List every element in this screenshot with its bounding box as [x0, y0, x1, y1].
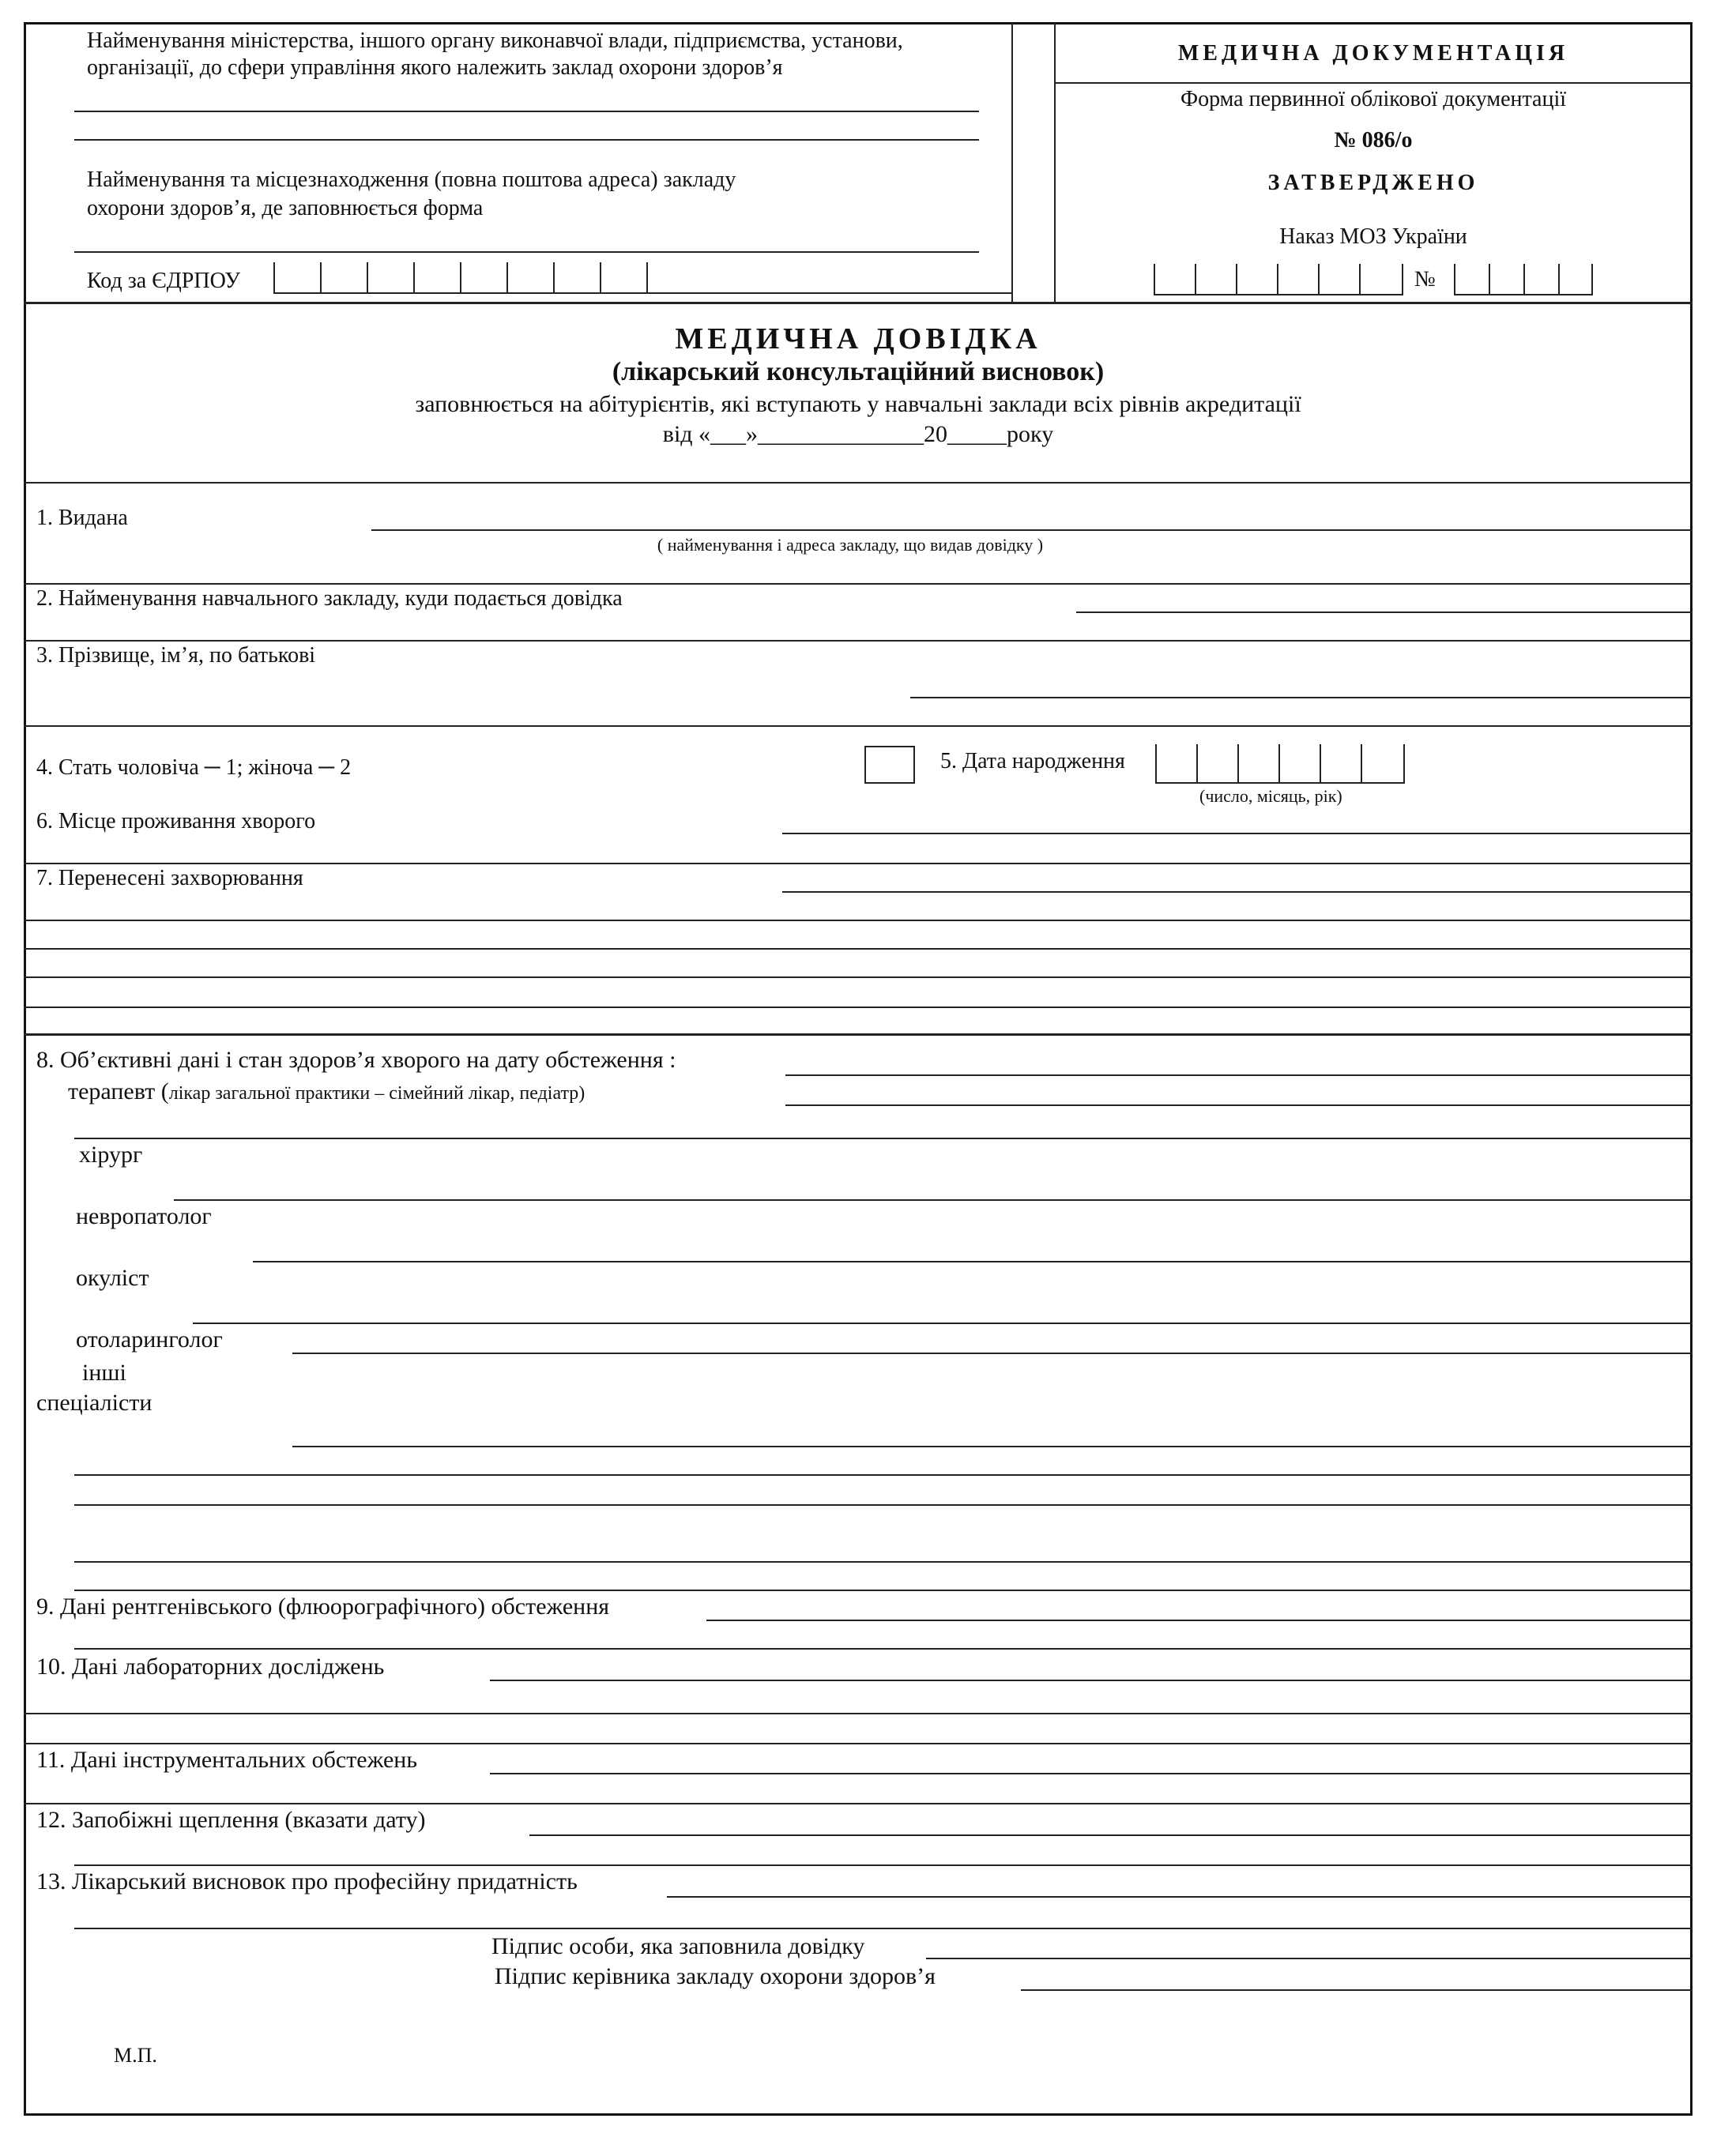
facility-input-line[interactable]	[74, 251, 979, 253]
therapist-label-text: терапевт (	[68, 1078, 169, 1104]
others-input-line-3[interactable]	[74, 1504, 1693, 1506]
field-13-input-line-2[interactable]	[74, 1928, 1693, 1929]
document-description: заповнюється на абітурієнтів, які вступають у навчальні заклади всіх рівнів акредитації	[415, 391, 1301, 417]
ministry-input-line[interactable]	[74, 111, 979, 112]
med-doc-title: МЕДИЧНА ДОКУМЕНТАЦІЯ	[1177, 41, 1569, 66]
order-label: Наказ МОЗ України	[1279, 224, 1467, 249]
edrpou-label: Код за ЄДРПОУ	[87, 269, 241, 293]
field-12-input-line[interactable]	[529, 1834, 1693, 1836]
oculist-input-line[interactable]	[193, 1323, 1693, 1324]
others-input-line-2[interactable]	[74, 1474, 1693, 1476]
others-input-line-5[interactable]	[74, 1590, 1693, 1591]
field-8-label: 8. Об’єктивні дані і стан здоров’я хворого на дату обстеження :	[36, 1047, 676, 1073]
others-input-line[interactable]	[292, 1446, 1693, 1447]
field-2-border	[24, 640, 1693, 642]
birth-date-boxes[interactable]	[1155, 744, 1405, 784]
field-9-input-line[interactable]	[706, 1620, 1693, 1621]
header-bottom-border	[24, 302, 1693, 304]
surgeon-input-line[interactable]	[174, 1199, 1693, 1201]
field-9-input-line-2[interactable]	[74, 1648, 1693, 1650]
signature-head-line[interactable]	[1021, 1989, 1693, 1991]
surgeon-label: хірург	[79, 1142, 143, 1168]
field-11-input-line[interactable]	[490, 1773, 1693, 1774]
field-1-border	[24, 583, 1693, 585]
field-5-label: 5. Дата народження	[940, 749, 1125, 773]
field-1-label: 1. Видана	[36, 506, 128, 530]
facility-label-2: охорони здоров’я, де заповнюється форма	[87, 196, 484, 220]
field-8-input-line[interactable]	[785, 1074, 1693, 1076]
therapist-input-line-2[interactable]	[74, 1138, 1693, 1139]
therapist-label	[68, 1079, 585, 1106]
field-7-line-2[interactable]	[24, 920, 1693, 921]
field-12-label: 12. Запобіжні щеплення (вказати дату)	[36, 1807, 426, 1833]
ent-label: отоларинголог	[76, 1326, 223, 1353]
facility-label: Найменування та місцезнаходження (повна поштова адреса) закладу	[87, 167, 736, 192]
title-bottom-border	[24, 482, 1693, 484]
field-11-input-line-2[interactable]	[24, 1803, 1693, 1804]
field-1-input-line[interactable]	[371, 529, 1693, 531]
field-7-line-5[interactable]	[24, 1007, 1693, 1008]
field-4-label: 4. Стать чоловіча ─ 1; жіноча ─ 2	[36, 755, 352, 780]
document-subtitle: (лікарський консультаційний висновок)	[612, 357, 1105, 386]
field-3-border	[24, 725, 1693, 727]
field-13-input-line[interactable]	[667, 1896, 1693, 1898]
signature-head-label: Підпис керівника закладу охорони здоров’я	[495, 1963, 936, 1989]
field-10-label: 10. Дані лабораторних досліджень	[36, 1654, 385, 1680]
signature-filler-label: Підпис особи, яка заповнила довідку	[491, 1933, 865, 1959]
document-title: МЕДИЧНА ДОВІДКА	[675, 322, 1041, 356]
edrpou-underline	[648, 292, 1011, 294]
field-7-input-line[interactable]	[782, 891, 1693, 893]
field-2-label: 2. Найменування навчального закладу, куди подається довідка	[36, 586, 623, 611]
field-6-label: 6. Місце проживання хворого	[36, 809, 316, 833]
document-date-line[interactable]: від «___»______________20_____року	[662, 421, 1054, 447]
edrpou-code-boxes[interactable]	[273, 262, 648, 294]
ent-input-line[interactable]	[292, 1353, 1693, 1354]
ministry-label: Найменування міністерства, іншого органу виконавчої влади, підприємства, установи,	[87, 28, 903, 53]
others-label: інші	[82, 1360, 126, 1386]
therapist-note: лікар загальної практики – сімейний лікар, педіатр)	[168, 1083, 586, 1104]
field-9-label: 9. Дані рентгенівського (флюорографічного) обстеження	[36, 1593, 610, 1620]
field-7-border	[24, 1033, 1693, 1036]
field-7-line-3[interactable]	[24, 948, 1693, 950]
form-label: Форма первинної облікової документації	[1180, 87, 1567, 111]
order-date-boxes[interactable]	[1154, 264, 1403, 295]
field-6-border	[24, 863, 1693, 864]
ministry-label-2: організації, до сфери управління якого належить заклад охорони здоров’я	[87, 55, 783, 80]
order-number-boxes[interactable]	[1454, 264, 1593, 295]
others-input-line-4[interactable]	[74, 1561, 1693, 1563]
gender-checkbox[interactable]	[864, 746, 915, 784]
field-10-input-line[interactable]	[490, 1680, 1693, 1681]
others-label-2: спеціалісти	[36, 1390, 152, 1416]
field-10-border	[24, 1713, 1693, 1714]
stamp-label: М.П.	[114, 2044, 157, 2067]
field-3-label: 3. Прізвище, ім’я, по батькові	[36, 643, 316, 668]
field-1-hint: ( найменування і адреса закладу, що видав довідку )	[657, 535, 1044, 555]
field-12-input-line-2[interactable]	[74, 1864, 1693, 1866]
oculist-label: окуліст	[76, 1265, 149, 1291]
field-11-label: 11. Дані інструментальних обстежень	[36, 1747, 418, 1773]
therapist-input-line[interactable]	[785, 1104, 1693, 1106]
signature-filler-line[interactable]	[926, 1958, 1693, 1959]
field-13-label: 13. Лікарський висновок про професійну придатність	[36, 1868, 578, 1894]
field-5-hint: (число, місяць, рік)	[1199, 786, 1342, 806]
order-number-sign: №	[1414, 267, 1436, 292]
field-6-input-line[interactable]	[782, 833, 1693, 834]
header-right-divider	[1056, 82, 1691, 84]
neurologist-input-line[interactable]	[253, 1261, 1693, 1262]
header-divider-left	[1011, 22, 1013, 302]
field-7-line-4[interactable]	[24, 976, 1693, 978]
field-10-input-line-2[interactable]	[24, 1743, 1693, 1744]
approved-label: ЗАТВЕРДЖЕНО	[1267, 171, 1479, 195]
neurologist-label: невропатолог	[76, 1203, 212, 1229]
ministry-input-line-2[interactable]	[74, 139, 979, 141]
field-7-label: 7. Перенесені захворювання	[36, 866, 303, 890]
form-number: № 086/о	[1334, 128, 1413, 152]
field-3-input-line[interactable]	[910, 697, 1693, 698]
field-2-input-line[interactable]	[1076, 611, 1693, 613]
